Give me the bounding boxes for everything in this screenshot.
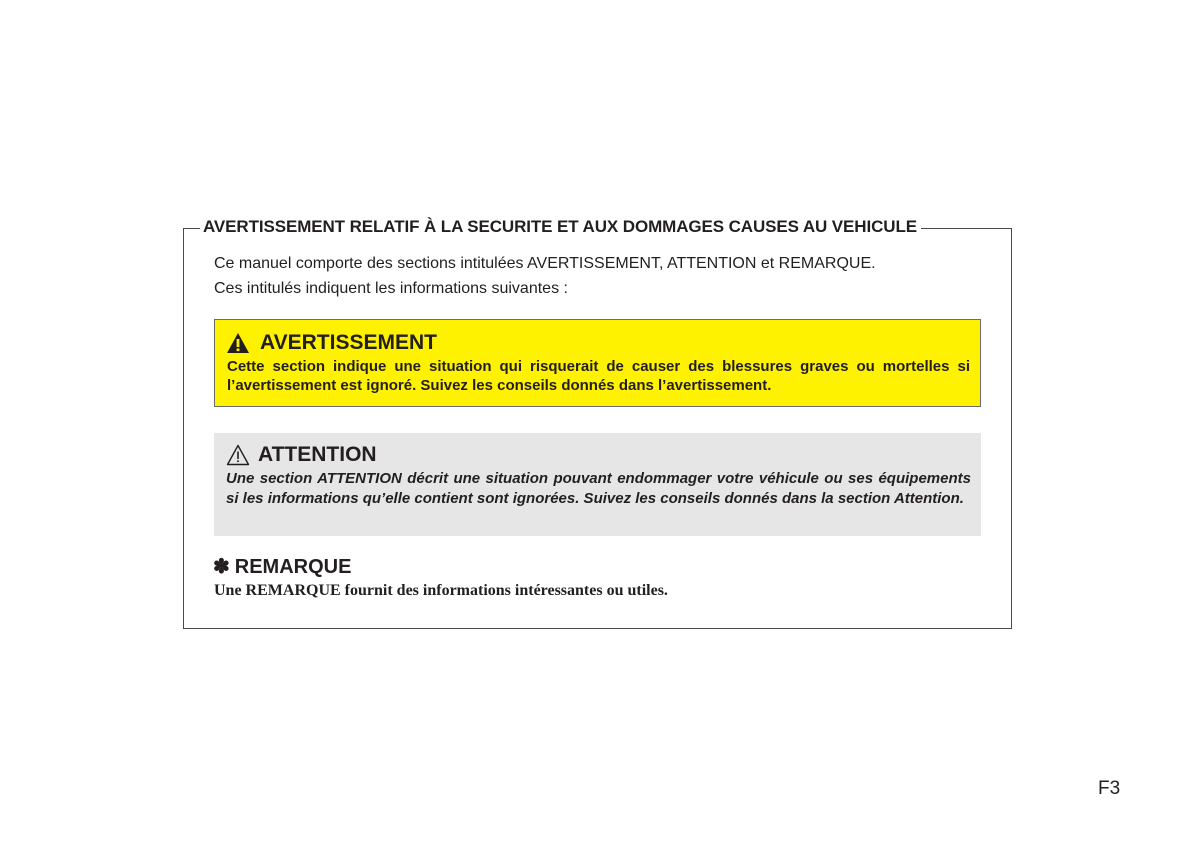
attention-heading bbox=[226, 443, 377, 467]
remarque-text: Une REMARQUE fournit des informations intéressantes ou utiles. bbox=[214, 582, 668, 599]
remarque-title: REMARQUE bbox=[234, 556, 352, 578]
intro-line-2: Ces intitulés indiquent les informations suivantes : bbox=[214, 280, 568, 297]
caution-outline-triangle-icon bbox=[226, 444, 250, 466]
asterisk-icon: ✽ bbox=[213, 556, 230, 578]
attention-text: Une section ATTENTION décrit une situation pouvant endommager votre véhicule ou ses équipements si les informations qu’elle contient sont ignorées. Suivez les conseils donnés dans la section Attention. bbox=[226, 470, 971, 507]
warning-heading bbox=[226, 331, 437, 355]
warning-title: AVERTISSEMENT bbox=[260, 331, 437, 354]
intro-line-1: Ce manuel comporte des sections intitulées AVERTISSEMENT, ATTENTION et REMARQUE. bbox=[214, 255, 876, 272]
page-number: F3 bbox=[1098, 778, 1121, 799]
warning-filled-triangle-icon bbox=[226, 332, 250, 354]
attention-title: ATTENTION bbox=[258, 443, 377, 466]
section-title: AVERTISSEMENT RELATIF À LA SECURITE ET AUX DOMMAGES CAUSES AU VEHICULE bbox=[200, 216, 921, 238]
remarque-heading bbox=[213, 555, 351, 579]
warning-text: Cette section indique une situation qui risquerait de causer des blessures graves ou mortelles si l’avertissement est ignoré. Suivez les conseils donnés dans l’avertissement. bbox=[227, 358, 970, 394]
